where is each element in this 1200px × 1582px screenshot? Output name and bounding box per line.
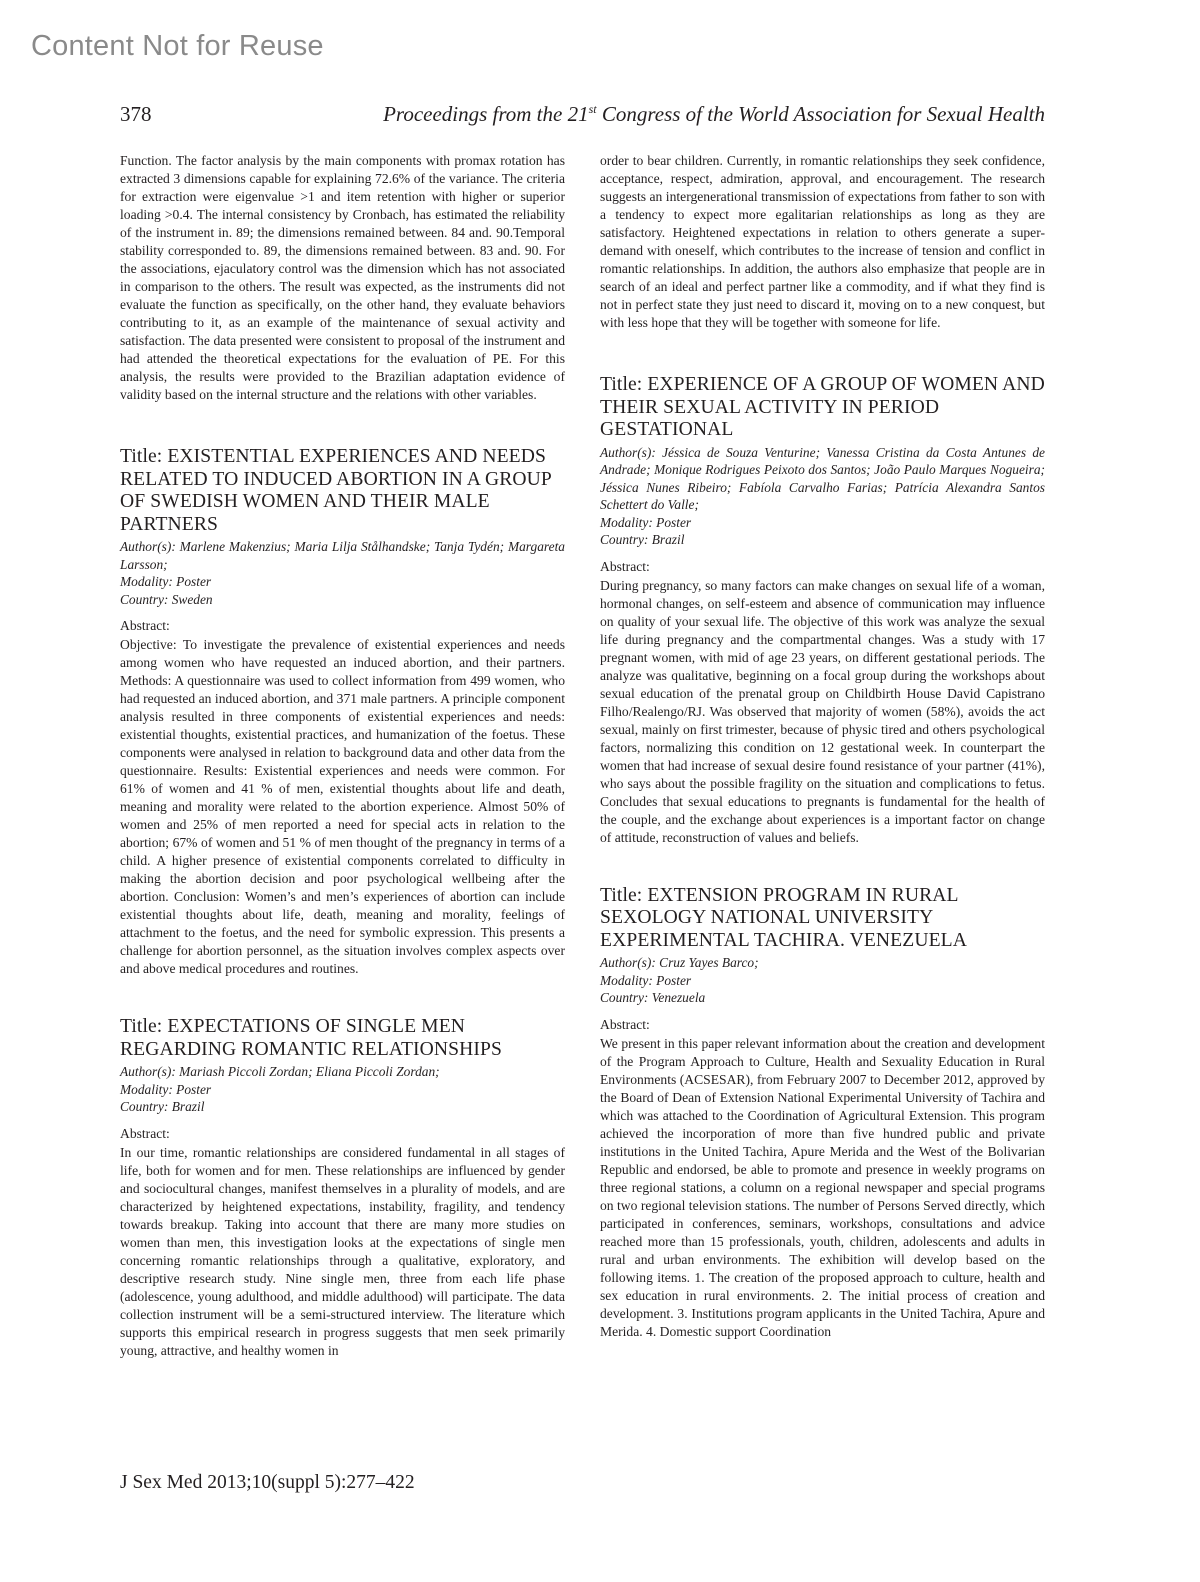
left-column bbox=[120, 152, 565, 1360]
watermark: Content Not for Reuse bbox=[31, 30, 324, 62]
abstract-label: Abstract: bbox=[120, 1125, 170, 1141]
running-head-post: Congress of the World Association for Sexual Health bbox=[596, 102, 1045, 126]
abstract-authors: Author(s): Marlene Makenzius; Maria Lilja Stålhandske; Tanja Tydén; Margareta Larsson; bbox=[120, 539, 565, 572]
abstract-body: Objective: To investigate the prevalence of existential experiences and needs among women who have requested an induced abortion, and their partners. Methods: A questionnaire was used to collect information from 499 women, who had requested an induced abortion, and 371 male partners. A principle component analysis resulted in three components of existential experiences and needs: existential thoughts, existential practices, and humanization of the foetus. These components were analysed in relation to background data and other data from the questionnaire. Results: Existential experiences and needs were common. For 61% of women and 41 % of men, existential thoughts about life and death, meaning and morality were related to the abortion experience. Almost 50% of women and 25% of men reported a need for special acts in relation to the abortion; 67% of women and 51 % of men thought of the pregnancy in terms of a child. A higher presence of existential components correlated to difficulty in making the abortion decision and poor psychological wellbeing after the abortion. Conclusion: Women’s and men’s experiences of abortion can include existential thoughts about life, death, meaning and morality, feelings of attachment to the foetus, and the need for symbolic expression. This presents a challenge for abortion personnel, as the situation involves complex aspects over and above medical procedures and routines. bbox=[120, 637, 565, 976]
abstract-entry bbox=[120, 1016, 565, 1360]
journal-citation: J Sex Med 2013;10(suppl 5):277–422 bbox=[120, 1472, 415, 1493]
abstract-entry bbox=[120, 446, 565, 978]
abstract-body: During pregnancy, so many factors can make changes on sexual life of a woman, hormonal changes, on self-esteem and absence of communication may influence on quality of your sexual life. The objective of this work was analyze the sexual life during pregnancy and the compartmental changes. Was a study with 17 pregnant women, with mid of age 23 years, on different gestational periods. The analyze was qualitative, beginning on a focal group during the workshops about sexual education of the prenatal group on Childbirth House David Capistrano Filho/Realengo/RJ. Was observed that majority of women (58%), avoids the act sexual, mainly on first trimester, because of physic tired and others psychological factors, normalizing this condition on 12 gestational week. In counterpart the women that had increase of sexual desire found resistance of your partner (41%), who says about the possible fragility on the situation and complications to fetus. Concludes that sexual educations to pregnants is fundamental for the health of the couple, and the exchange about experiences is a important factor on change of attitude, reconstruction of values and beliefs. bbox=[600, 577, 1045, 845]
abstract-modality: Modality: Poster bbox=[600, 972, 692, 988]
continuation-paragraph: order to bear children. Currently, in romantic relationships they seek confidence, acceptance, respect, admiration, approval, and encouragement. The research suggests an intergenerational transmission of expectations from father to son with a tendency to expect more egalitarian relationships as long as they are satisfactory. Heightened expectations in relation to others generate a super-demand with oneself, which contributes to the increase of tension and conflict in romantic relationships. In addition, the authors also emphasize that people are in search of an ideal and perfect partner like a commodity, and if what they find is not in perfect state they just need to discard it, moving on to a new conquest, but with less hope that they will be together with someone for life. bbox=[600, 153, 1045, 330]
continuation-paragraph: Function. The factor analysis by the main components with promax rotation has extracted 3 dimensions capable for explaining 72.6% of the variance. The criteria for extraction were eigenvalue >1 and item retention with higher or superior loading >0.4. The internal consistency by Cronbach, has estimated the reliability of the instrument in. 89; the dimensions remained between. 84 and. 90.Temporal stability corresponded to. 89, the dimensions remained between. 83 and. 90. For the associations, ejaculatory control was the dimension which has not associated in comparison to the others. The result was expected, as the instruments did not evaluate the function as specifically, on the other hand, they evaluate behaviors contributing to it, as an example of the maintenance of sexual activity and satisfaction. The data presented were consistent to proposal of the instrument and had attended the theoretical expectations for the evaluation of PE. For this analysis, the results were provided to the Brazilian adaptation evidence of validity based on the internal structure and the relations with other variables. bbox=[120, 153, 565, 402]
abstract-entry bbox=[600, 374, 1045, 847]
abstract-entry bbox=[600, 885, 1045, 1341]
abstract-label: Abstract: bbox=[600, 558, 650, 574]
abstract-label: Abstract: bbox=[600, 1016, 650, 1032]
abstract-authors: Author(s): Jéssica de Souza Venturine; Vanessa Cristina da Costa Antunes de Andrade; Monique Rodrigues Peixoto dos Santos; João Paulo Marques Nogueira; Jéssica Nunes Ribeiro; Fabíola Carvalho Farias; Patrícia Alexandra Santos Schettert do Valle; bbox=[600, 444, 1045, 512]
abstract-modality: Modality: Poster bbox=[120, 574, 212, 589]
abstract-modality: Modality: Poster bbox=[120, 1081, 212, 1097]
abstract-country: Country: Brazil bbox=[600, 532, 685, 547]
running-head-superscript: st bbox=[588, 102, 597, 116]
abstract-body: In our time, romantic relationships are considered fundamental in all stages of life, both for women and for men. These relationships are influenced by gender and sociocultural changes, manifest themselves in a plurality of models, and are characterized by heightened expectations, instability, fragility, and tendency towards breakup. Taking into account that there are many more studies on women than men, this investigation looks at the expectations of single men concerning romantic relationships through a qualitative, exploratory, and descriptive research study. Nine single men, three from each life phase (adolescence, young adulthood, and middle adulthood) will participate. The data collection instrument will be a semi-structured interview. The literature which supports this empirical research in progress suggests that men seek primarily young, attractive, and healthy women in bbox=[120, 1144, 565, 1358]
abstract-label: Abstract: bbox=[120, 618, 170, 633]
abstract-country: Country: Sweden bbox=[120, 591, 213, 607]
abstract-authors: Author(s): Cruz Yayes Barco; bbox=[600, 955, 759, 970]
abstract-title: Title: EXPERIENCE OF A GROUP OF WOMEN AND THEIR SEXUAL ACTIVITY IN PERIOD GESTATIONAL bbox=[600, 374, 1045, 440]
abstract-authors: Author(s): Mariash Piccoli Zordan; Eliana Piccoli Zordan; bbox=[120, 1064, 440, 1079]
running-head bbox=[383, 102, 1045, 127]
page-number: 378 bbox=[120, 102, 152, 126]
abstract-country: Country: Venezuela bbox=[600, 990, 706, 1005]
abstract-modality: Modality: Poster bbox=[600, 514, 692, 530]
abstract-title: Title: EXTENSION PROGRAM IN RURAL SEXOLOGY NATIONAL UNIVERSITY EXPERIMENTAL TACHIRA. VENEZUELA bbox=[600, 884, 967, 951]
abstract-title: Title: EXPECTATIONS OF SINGLE MEN REGARDING ROMANTIC RELATIONSHIPS bbox=[120, 1016, 503, 1060]
abstract-country: Country: Brazil bbox=[120, 1099, 205, 1114]
abstract-body: We present in this paper relevant information about the creation and development of the Program Approach to Culture, Health and Sexuality Education in Rural Environments (ACSESAR), from February 2007 to December 2012, approved by the Board of Dean of Extension National Experimental University of Tachira and which was attached to the Coordination of Agricultural Extension. This program achieved the incorporation of more than five hundred public and private institutions in the United Tachira, Apure Merida and the West of the Bolivarian Republic and endorsed, be able to promote and presence in weekly programs on three regional stations, a column on a regional newspaper and special programs on two regional television stations. The number of Persons Served directly, which participated in conferences, seminars, workshops, consultations and advice reached more than 15 professionals, youth, children, adolescents and adults in rural and urban environments. The exhibition will develop based on the following items. 1. The creation of the proposed approach to culture, health and sex education in rural environments. 2. The initial process of creation and development. 3. Institutions program applicants in the United Tachira, Apure and Merida. 4. Domestic support Coordination bbox=[600, 1035, 1045, 1339]
running-head-pre: Proceedings from the 21 bbox=[383, 102, 589, 126]
abstract-title: Title: EXISTENTIAL EXPERIENCES AND NEEDS RELATED TO INDUCED ABORTION IN A GROUP OF SWEDISH WOMEN AND THEIR MALE PARTNERS bbox=[120, 446, 552, 535]
right-column bbox=[600, 152, 1045, 1341]
